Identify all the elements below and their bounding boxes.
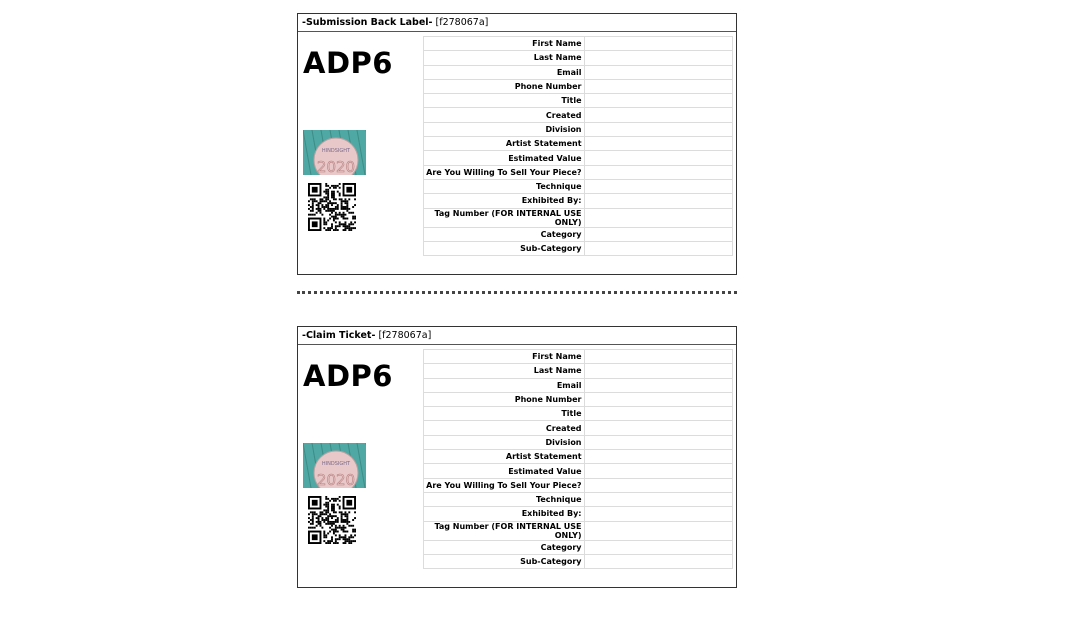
field-row [424,94,733,108]
label-body [298,345,736,587]
label-code: [f278067a] [378,330,432,341]
field-label: First Name [424,37,585,51]
tag-code: ADP6 [303,46,393,80]
field-value [584,521,732,540]
field-row [424,507,733,521]
field-value [584,179,732,193]
field-value [584,151,732,165]
claim-ticket [297,326,737,588]
field-table [423,349,733,569]
field-label: Email [424,378,585,392]
artwork-text: HINDSIGHT [321,461,351,467]
artwork-image [303,443,366,488]
label-title: -Claim Ticket- [302,330,376,341]
field-label: Estimated Value [424,464,585,478]
field-label: Sub-Category [424,241,585,255]
qr-code-icon [308,183,356,231]
field-value [584,208,732,227]
field-value [584,122,732,136]
field-row [424,540,733,554]
field-row [424,194,733,208]
field-value [584,194,732,208]
submission-back-label [297,13,737,275]
artwork-thumbnail [303,130,366,175]
label-header [298,327,736,345]
field-value [584,435,732,449]
field-value [584,79,732,93]
field-row [424,208,733,227]
field-value [584,407,732,421]
field-value [584,350,732,364]
field-row [424,179,733,193]
field-row [424,450,733,464]
field-row [424,464,733,478]
field-label: Tag Number (FOR INTERNAL USE ONLY) [424,521,585,540]
field-row [424,137,733,151]
field-row [424,241,733,255]
field-label: Sub-Category [424,554,585,568]
field-label: Tag Number (FOR INTERNAL USE ONLY) [424,208,585,227]
field-label: Exhibited By: [424,194,585,208]
field-label: Created [424,421,585,435]
field-row [424,65,733,79]
field-label: Technique [424,179,585,193]
tag-code: ADP6 [303,359,393,393]
field-value [584,37,732,51]
field-value [584,421,732,435]
artwork-text: 2020 [316,158,356,175]
field-value [584,94,732,108]
field-row [424,37,733,51]
field-label: Are You Willing To Sell Your Piece? [424,478,585,492]
label-header [298,14,736,32]
field-label: Last Name [424,364,585,378]
field-row [424,421,733,435]
field-value [584,227,732,241]
field-row [424,364,733,378]
qr-code-icon [308,496,356,544]
field-label: Phone Number [424,392,585,406]
field-value [584,554,732,568]
artwork-text: HINDSIGHT [321,148,351,154]
field-label: Title [424,94,585,108]
field-label: Division [424,122,585,136]
field-row [424,108,733,122]
field-row [424,478,733,492]
field-row [424,554,733,568]
field-value [584,364,732,378]
field-value [584,392,732,406]
field-label: Exhibited By: [424,507,585,521]
field-row [424,378,733,392]
artwork-image [303,130,366,175]
field-label: Title [424,407,585,421]
field-value [584,241,732,255]
field-value [584,108,732,122]
field-row [424,492,733,506]
field-label: Are You Willing To Sell Your Piece? [424,165,585,179]
field-value [584,478,732,492]
field-label: Phone Number [424,79,585,93]
field-row [424,350,733,364]
field-value [584,165,732,179]
field-row [424,122,733,136]
field-row [424,521,733,540]
field-row [424,165,733,179]
field-label: Division [424,435,585,449]
field-label: Technique [424,492,585,506]
label-body [298,32,736,274]
field-label: Category [424,540,585,554]
field-label: Artist Statement [424,450,585,464]
field-label: Category [424,227,585,241]
field-value [584,540,732,554]
field-row [424,392,733,406]
field-row [424,79,733,93]
field-label: Artist Statement [424,137,585,151]
field-value [584,492,732,506]
field-value [584,450,732,464]
label-code: [f278067a] [435,17,489,28]
field-value [584,65,732,79]
cut-line-divider [297,291,737,294]
field-label: Last Name [424,51,585,65]
field-row [424,51,733,65]
field-label: First Name [424,350,585,364]
field-row [424,151,733,165]
field-label: Estimated Value [424,151,585,165]
field-value [584,137,732,151]
field-value [584,507,732,521]
field-label: Email [424,65,585,79]
field-value [584,51,732,65]
artwork-thumbnail [303,443,366,488]
field-value [584,464,732,478]
field-table [423,36,733,256]
field-label: Created [424,108,585,122]
field-value [584,378,732,392]
label-title: -Submission Back Label- [302,17,433,28]
artwork-text: 2020 [316,471,356,488]
field-row [424,435,733,449]
field-row [424,407,733,421]
field-row [424,227,733,241]
